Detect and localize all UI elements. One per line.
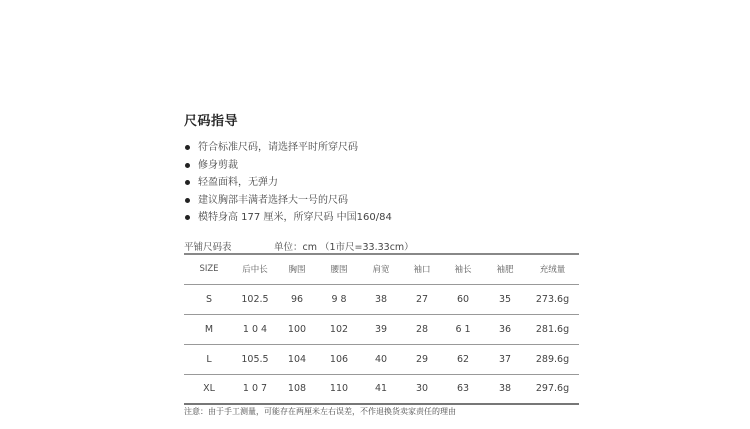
size-table-title: 平铺尺码表: [184, 242, 232, 253]
table-row: [184, 344, 579, 374]
size-guide-title: 尺码指导: [184, 114, 239, 129]
table-row: [184, 284, 579, 314]
cell: M: [184, 314, 234, 344]
cell: 1 0 4: [234, 314, 276, 344]
cell: 38: [484, 374, 526, 404]
cell: S: [184, 284, 234, 314]
bullet-dot-icon: [185, 198, 190, 203]
col-header-waist: 腰围: [318, 254, 360, 284]
col-header-sleeve-length: 袖长: [442, 254, 484, 284]
cell: 100: [276, 314, 318, 344]
size-table-unit: 单位：cm （1市尺=33.33cm）: [274, 242, 414, 253]
cell: XL: [184, 374, 234, 404]
cell: 1 0 7: [234, 374, 276, 404]
size-guide-bullets: [184, 139, 392, 227]
cell: 29: [402, 344, 442, 374]
cell: 289.6g: [526, 344, 579, 374]
bullet-item: [184, 209, 392, 227]
bullet-item: [184, 157, 392, 175]
cell: 108: [276, 374, 318, 404]
bullet-dot-icon: [185, 163, 190, 168]
bullet-text: 符合标准尺码，请选择平时所穿尺码: [198, 142, 358, 153]
cell: 105.5: [234, 344, 276, 374]
cell: 39: [360, 314, 402, 344]
cell: 60: [442, 284, 484, 314]
cell: 38: [360, 284, 402, 314]
cell: 273.6g: [526, 284, 579, 314]
cell: 63: [442, 374, 484, 404]
col-header-shoulder: 肩宽: [360, 254, 402, 284]
cell: 30: [402, 374, 442, 404]
bullet-item: [184, 139, 392, 157]
cell: 297.6g: [526, 374, 579, 404]
col-header-chest: 胸围: [276, 254, 318, 284]
cell: 40: [360, 344, 402, 374]
bullet-dot-icon: [185, 180, 190, 185]
cell: 37: [484, 344, 526, 374]
col-header-back-length: 后中长: [234, 254, 276, 284]
bullet-text: 模特身高 177 厘米，所穿尺码 中国160/84: [198, 212, 392, 223]
bullet-dot-icon: [185, 145, 190, 150]
cell: 96: [276, 284, 318, 314]
cell: 106: [318, 344, 360, 374]
bullet-text: 建议胸部丰满者选择大一号的尺码: [198, 194, 348, 206]
cell: 281.6g: [526, 314, 579, 344]
cell: 6 1: [442, 314, 484, 344]
col-header-cuff: 袖口: [402, 254, 442, 284]
size-table: [184, 253, 579, 405]
cell: 9 8: [318, 284, 360, 314]
bullet-dot-icon: [185, 215, 190, 220]
bullet-text: 轻盈面料，无弹力: [198, 177, 278, 188]
table-row: [184, 314, 579, 344]
col-header-sleeve-width: 袖肥: [484, 254, 526, 284]
cell: 36: [484, 314, 526, 344]
bullet-text: 修身剪裁: [198, 159, 238, 171]
cell: 104: [276, 344, 318, 374]
col-header-fill-weight: 充绒量: [526, 254, 579, 284]
cell: 102: [318, 314, 360, 344]
cell: 27: [402, 284, 442, 314]
table-header-row: [184, 254, 579, 284]
cell: 110: [318, 374, 360, 404]
cell: 28: [402, 314, 442, 344]
cell: 41: [360, 374, 402, 404]
table-row: [184, 374, 579, 404]
bullet-item: [184, 174, 392, 192]
bullet-item: [184, 192, 392, 210]
col-header-size: SIZE: [184, 254, 234, 284]
cell: L: [184, 344, 234, 374]
measurement-note: 注意：由于手工测量，可能存在两厘米左右误差，不作退换货卖家责任的理由: [184, 407, 456, 416]
cell: 35: [484, 284, 526, 314]
cell: 62: [442, 344, 484, 374]
cell: 102.5: [234, 284, 276, 314]
